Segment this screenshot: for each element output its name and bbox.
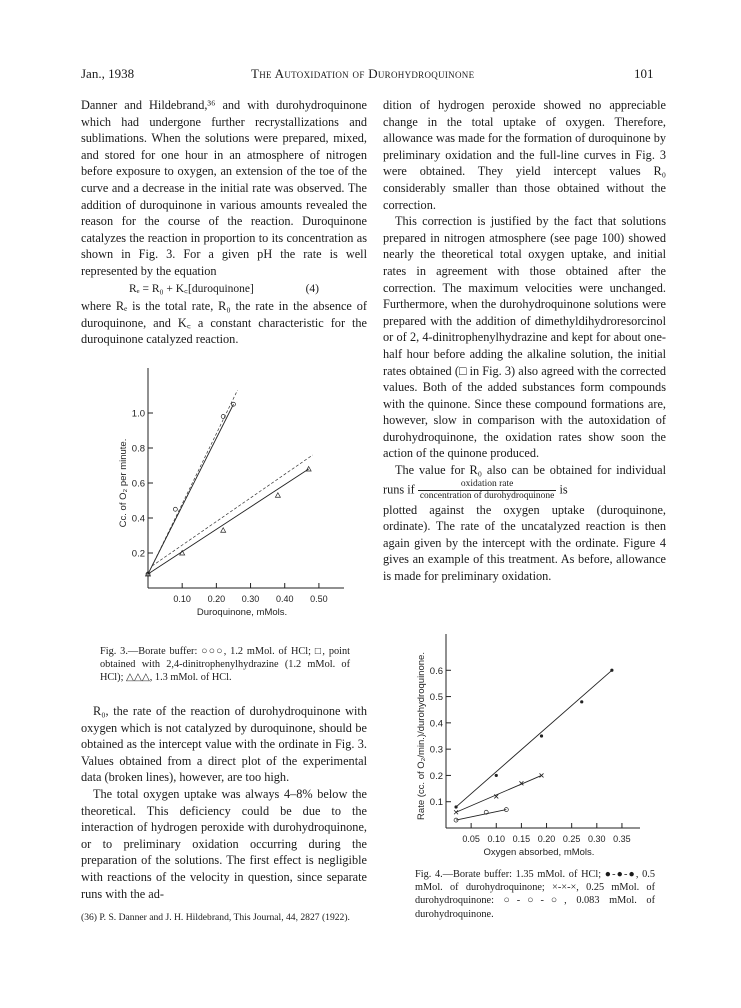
y-tick-label: 0.4 bbox=[131, 513, 145, 525]
data-point bbox=[610, 669, 613, 672]
paragraph-text: The value for R₀ also can be obtained for individual runs if bbox=[383, 463, 666, 496]
x-tick-label: 0.10 bbox=[173, 594, 191, 604]
data-point bbox=[454, 805, 457, 808]
paragraph: dition of hydrogen peroxide showed no appreciable change in the total uptake of oxygen. Therefore, allowance was made for the formation of duroquinone by preliminary oxidation and the full-line curves in Fig. 3 were obtained. They yield intercept values R₀ considerably smaller than those obtained without the correction. bbox=[383, 98, 666, 212]
figure-3-chart bbox=[96, 368, 356, 618]
x-tick-label: 0.40 bbox=[275, 594, 294, 604]
paragraph bbox=[383, 462, 666, 502]
fraction-numerator: oxidation rate bbox=[418, 479, 557, 491]
equation bbox=[81, 281, 367, 298]
series-line bbox=[456, 810, 506, 821]
data-point bbox=[580, 700, 583, 703]
page-number: 101 bbox=[634, 66, 654, 81]
paragraph: plotted against the oxygen uptake (duroquinone, ordinate). The rate of the uncatalyzed reaction is then again given by the intercept with the ordinate. Figure 4 gives an example of this treatment. As before, allowance is made for preliminary oxidation. bbox=[383, 502, 666, 584]
y-tick-label: 0.6 bbox=[429, 665, 443, 677]
x-tick-label: 0.30 bbox=[588, 834, 606, 844]
right-column bbox=[383, 97, 666, 585]
x-tick-label: 0.30 bbox=[241, 594, 260, 604]
y-tick-label: 0.4 bbox=[429, 718, 443, 730]
y-tick-label: 0.2 bbox=[429, 770, 443, 782]
figure-4-caption: Fig. 4.—Borate buffer: 1.35 mMol. of HCl; ●-●-●, 0.5 mMol. of durohydroquinone; ×-×-×, 0.25 mMol. of durohydroquinone: ○-○-○, 0.083 mMol. of durohydroquinone. bbox=[415, 869, 655, 920]
fraction-denominator: concentration of durohydroquinone bbox=[419, 490, 555, 501]
y-tick-label: 0.8 bbox=[131, 443, 145, 455]
paragraph: R₀, the rate of the reaction of durohydroquinone with oxygen which is not catalyzed by duroquinone, should be obtained as the intercept value with the ordinate in Fig. 3. Values obtained from a direct plot of the experimental data (broken lines), however, are too high. bbox=[81, 704, 367, 785]
footnote: (36) P. S. Danner and J. H. Hildebrand, This Journal, 44, 2827 (1922). bbox=[81, 912, 350, 923]
figure-3-caption: Fig. 3.—Borate buffer: ○○○, 1.2 mMol. of HCl; □, point obtained with 2,4-dinitrophenylhydrazine (1.2 mMol. of HCl); △△△, 1.3 mMol. of HCl. bbox=[100, 646, 350, 684]
data-point bbox=[275, 493, 280, 498]
y-tick-label: 0.6 bbox=[131, 478, 145, 490]
paragraph: Danner and Hildebrand,³⁶ and with durohydroquinone which had undergone further recrystallizations and sublimations. When the solutions were prepared, mixed, and stored for one hour in an atmosphere of nitrogen before exposure to oxygen, an extension of the toe of the curve and a decrease in the initial rate was observed. The addition of duroquinone in various amounts revealed the reason for the course of the reaction. Duroquinone catalyzes the reaction in proportion to its concentration as shown in Fig. 3. For a given pH the rate is well represented by the equation bbox=[81, 98, 367, 278]
y-axis-label: Cc. of O₂ per minute. bbox=[118, 438, 129, 528]
y-tick-label: 1.0 bbox=[131, 408, 145, 420]
x-tick-label: 0.05 bbox=[462, 834, 480, 844]
y-axis-label: Rate (cc. of O₂/min.)/durohydroquinone. bbox=[416, 652, 427, 820]
figure-4-chart bbox=[410, 632, 645, 867]
y-tick-label: 0.3 bbox=[429, 744, 443, 756]
x-axis-label: Oxygen absorbed, mMols. bbox=[483, 847, 595, 858]
data-point bbox=[306, 467, 311, 472]
data-point bbox=[173, 507, 177, 511]
y-tick-label: 0.1 bbox=[429, 797, 443, 809]
paragraph-text: is bbox=[559, 481, 568, 496]
data-point bbox=[454, 810, 458, 814]
running-header-date: Jan., 1938 bbox=[81, 66, 135, 81]
series-line bbox=[456, 670, 612, 807]
paragraph: where Rₑ is the total rate, R₀ the rate in the absence of duroquinone, and K꜀ a constant characteristic for the duroquinone catalyzed reaction. bbox=[81, 299, 367, 347]
x-tick-label: 0.20 bbox=[537, 834, 556, 844]
data-point bbox=[540, 734, 543, 737]
equation-text: Rₑ = R₀ + K꜀[duroquinone] bbox=[128, 282, 254, 295]
x-tick-label: 0.25 bbox=[562, 834, 581, 844]
series-line bbox=[148, 404, 233, 574]
x-tick-label: 0.20 bbox=[207, 594, 226, 604]
series-dashed-line bbox=[152, 455, 313, 566]
paragraph: The total oxygen uptake was always 4–8% below the theoretical. This deficiency could be due to the interaction of hydrogen peroxide with durohydroquinone, or to preliminary oxidation occurring during the preparation of the solutions. The first effect is negligible with reactions of the velocity in question, since separate runs with the ad- bbox=[81, 786, 367, 901]
equation-number: (4) bbox=[305, 282, 319, 295]
x-tick-label: 0.10 bbox=[487, 834, 506, 844]
y-tick-label: 0.5 bbox=[429, 692, 443, 704]
data-point bbox=[495, 774, 498, 777]
fraction bbox=[418, 479, 557, 502]
x-tick-label: 0.35 bbox=[613, 834, 631, 844]
running-header-title: The Autoxidation of Durohydroquinone bbox=[251, 66, 475, 81]
data-point bbox=[221, 528, 226, 533]
series-line bbox=[148, 469, 309, 574]
y-tick-label: 0.2 bbox=[131, 548, 145, 560]
x-axis-label: Duroquinone, mMols. bbox=[196, 607, 288, 618]
paragraph: This correction is justified by the fact that solutions prepared in nitrogen atmosphere (see page 100) showed nearly the theoretical total oxygen uptake, and initial rates in agreement with those obtained after the correction. The maximum velocities were unchanged. Furthermore, when the durohydroquinone solutions were prepared with the addition of dimethyldihydroresorcinol or of 2, 4-dinitrophenylhydrazine and kept for about one-half hour before adding the alkaline solution, the initial rates obtained (□ in Fig. 3) also agreed with the corrected values. Both of the added substances form compounds with the quinone. Since these compound formations are, however, slow in comparison with the autoxidation of durohydroquinone, the oxidation rates show soon the action of the quinone produced. bbox=[383, 214, 666, 461]
x-tick-label: 0.15 bbox=[512, 834, 531, 844]
left-column-top bbox=[81, 97, 367, 348]
series-line bbox=[456, 775, 541, 812]
data-point bbox=[540, 773, 544, 777]
left-column-bottom bbox=[81, 703, 367, 902]
x-tick-label: 0.50 bbox=[310, 594, 328, 604]
